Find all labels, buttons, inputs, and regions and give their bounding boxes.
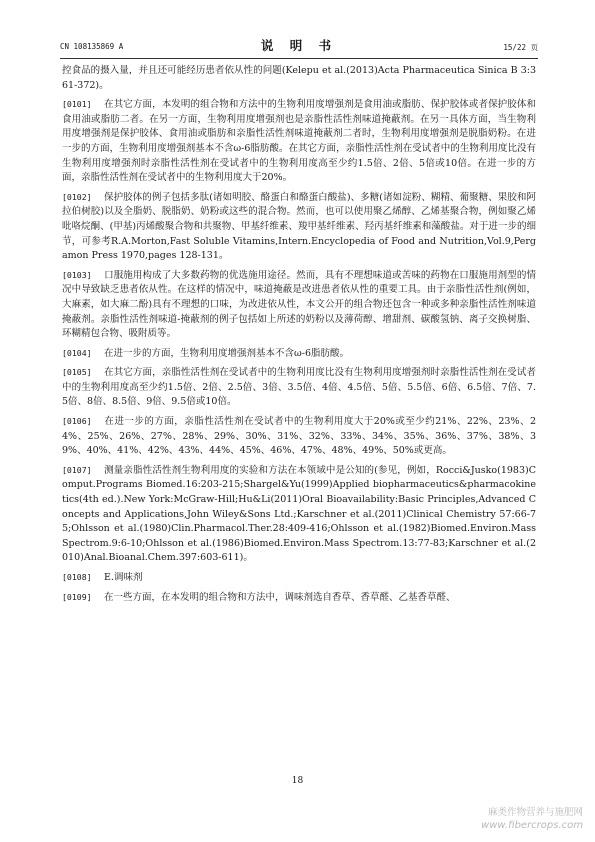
watermark-site-name: 麻类作物营养与施肥网 [487, 807, 583, 818]
document-title: 说 明 书 [260, 38, 338, 53]
paragraph-text: 在进一步的方面，生物利用度增强剂基本不含ω-6脂肪酸。 [104, 347, 350, 359]
paragraph-0103 [62, 268, 536, 342]
document-number: CN 108135869 A [60, 42, 124, 51]
paragraph-number: [0101] [62, 99, 92, 110]
paragraph-text: 在其它方面，本发明的组合物和方法中的生物利用度增强剂是食用油或脂肪、保护胶体或者保护胶体和食用油或脂肪二者。在另一方面，生物利用度增强剂也是亲脂性活性剂味道掩蔽剂。在另一具体方面，当生物利用度增强剂是保护胶体、食用油或脂肪和亲脂性活性剂味道掩蔽剂二者时，生物利用度增强剂是脱脂奶粉。在进一步的方面，生物利用度增强剂基本不含ω-6脂肪酸。在其它方面，亲脂性活性剂在受试者中的生物利用度比没有生物利用度增强剂时亲脂性活性剂在受试者中的生物利用度高至少约1.5倍、2倍、5倍或10倍。在进一步的方面，亲脂性活性剂在受试者中的生物利用度大于20%。 [62, 99, 536, 184]
paragraph-text: 控食品的摄入量，并且还可能经历患者依从性的问题(Kelepu et al.(2013)Acta Pharmaceutica Sinica B 3:361-372)。 [62, 65, 536, 91]
paragraph-0106 [62, 414, 536, 459]
section-heading: E.调味剂 [104, 572, 143, 583]
paragraph-number: [0106] [62, 416, 92, 427]
page-number: 18 [291, 776, 304, 786]
paragraph-number: [0107] [62, 464, 92, 475]
paragraph-text: 在其它方面，亲脂性活性剂在受试者中的生物利用度比没有生物利用度增强剂时亲脂性活性剂在受试者中的生物利用度高至少约1.5倍、2倍、2.5倍、3倍、3.5倍、4倍、4.5倍、5倍、5.5倍、6倍、6.5倍、7倍、7.5倍、8倍、8.5倍、9倍、9.5倍或10倍。 [62, 367, 536, 408]
paragraph-number: [0104] [62, 347, 92, 358]
paragraph-0104 [62, 346, 536, 362]
paragraph-text: 保护胶体的例子包括多肽(诸如明胶、酪蛋白和酪蛋白酸盐)、多糖(诸如淀粉、糊精、葡聚糖、果胶和阿拉伯树胶)以及全脂奶、脱脂奶、奶粉或这些的混合物。然而，也可以使用聚乙烯醇、乙烯基聚合物，例如聚乙烯吡咯烷酮、(甲基)丙烯酸聚合物和共聚物、甲基纤维素、羧甲基纤维素、羟丙基纤维素和藻酸盐。对于进一步的细节，可参考R.A.Morton,Fast Soluble Vitamins,Intern.Encyclopedia of Food and Nutrition,Vol.9,Pergamon Press 1970,pages 128-131。 [62, 191, 536, 262]
paragraph-text: 测量亲脂性活性剂生物利用度的实验和方法在本领域中是公知的(参见，例如，Rocci&Jusko(1983)Comput.Programs Biomed.16:203-215;Shargel&Yu(1999)Applied biopharmaceutics&pharmacokinetics(4th ed.).New York:McGraw-Hill;Hu&Li(2011)Oral Bioavailability:Basic Principles,Advanced Concepts and Applications,John Wiley&Sons Ltd.;Karschner et al.(2011)Clinical Chemistry 57:66-75;Ohlsson et al.(1980)Clin.Pharmacol.Ther.28:409-416;Ohlsson et al.(1982)Biomed.Environ.Mass Spectrom.9:6-10;Ohlsson et al.(1986)Biomed.Environ.Mass Spectrom.13:77-83;Karschner et al.(2010)Anal.Bioanal.Chem.397:603-611)。 [62, 464, 536, 564]
header-rule [60, 58, 538, 59]
paragraph-number: [0102] [62, 191, 92, 202]
paragraph-0105 [62, 365, 536, 410]
paragraph-number: [0108] [62, 572, 92, 582]
page-of-total: 15/22 页 [503, 43, 538, 52]
watermark [481, 806, 583, 832]
paragraph-text: 口服施用构成了大多数药物的优选施用途径。然而，具有不理想味道或苦味的药物在口服施用剂型的情况中导致缺乏患者依从性。在这样的情况中，味道掩蔽是改进患者依从性的重要工具。由于亲脂性活性剂(例如，大麻素，如大麻二酚)具有不理想的口味，为改进依从性，本文公开的组合物还包含一种或多种亲脂性活性剂味道掩蔽剂。亲脂性活性剂味道-掩蔽剂的例子包括如上所述的奶粉以及薄荷醇、增甜剂、碳酸氢钠、离子交换树脂、环糊精包合物、吸附质等。 [62, 269, 536, 340]
paragraph-0109 [62, 590, 536, 606]
paragraph-number: [0103] [62, 269, 92, 280]
paragraph-0108 [62, 570, 536, 586]
document-body [62, 64, 536, 609]
paragraph-0107 [62, 463, 536, 566]
watermark-url: www.fibercrops.com [481, 820, 583, 831]
paragraph-0101 [62, 97, 536, 186]
paragraph-number: [0109] [62, 591, 92, 602]
paragraph-text: 在一些方面，在本发明的组合物和方法中，调味剂选自香草、香草醛、乙基香草醛、 [104, 591, 456, 603]
paragraph-text: 在进一步的方面，亲脂性活性剂在受试者中的生物利用度大于20%或至少约21%、22%、23%、24%、25%、26%、27%、28%、29%、30%、31%、32%、33%、34%、35%、36%、37%、38%、39%、40%、41%、42%、43%、44%、45%、46%、47%、48%、49%、50%或更高。 [62, 416, 536, 457]
paragraph-number: [0105] [62, 367, 92, 378]
page-header [60, 36, 538, 56]
paragraph-continuation [62, 64, 536, 93]
paragraph-0102 [62, 190, 536, 264]
